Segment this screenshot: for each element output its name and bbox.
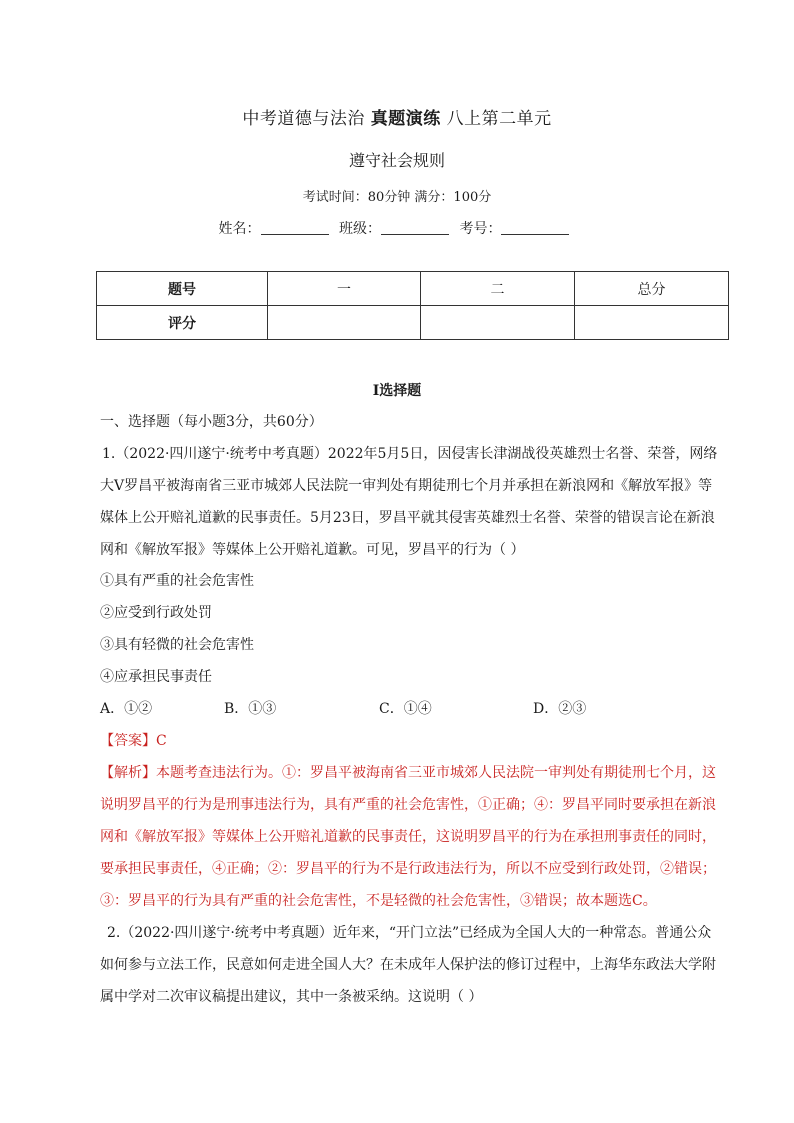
student-info bbox=[0, 218, 794, 238]
question-1-stem: 1.（2022·四川遂宁·统考中考真题）2022年5月5日，因侵害长津湖战役英雄烈士名誉、荣誉，网络大V罗昌平被海南省三亚市城郊人民法院一审判处有期徒刑七个月并承担在新浪网和《解放军报》等媒体上公开赔礼道歉的民事责任。5月23日，罗昌平就其侵害英雄烈士名誉、荣誉的错误言论在新浪网和《解放军报》等媒体上公开赔礼道歉。可见，罗昌平的行为（ ） bbox=[100, 446, 718, 558]
question-1-analysis bbox=[100, 757, 724, 917]
question-1-answer bbox=[100, 725, 724, 757]
question-1-options bbox=[100, 693, 724, 725]
table-cell: 一 bbox=[268, 272, 421, 306]
id-blank[interactable] bbox=[501, 220, 569, 235]
analysis-text: 本题考查违法行为。①：罗昌平被海南省三亚市城郊人民法院一审判处有期徒刑七个月，这说明罗昌平的行为是刑事违法行为，具有严重的社会危害性，①正确；④：罗昌平同时要承担在新浪网和《解放军报》等媒体上公开赔礼道歉的民事责任，这说明罗昌平的行为在承担刑事责任的同时，要承担民事责任，④正确；②：罗昌平的行为不是行政违法行为，所以不应受到行政处罚，②错误；③：罗昌平的行为具有严重的社会危害性，不是轻微的社会危害性，③错误；故本题选C。 bbox=[100, 765, 716, 909]
table-cell: 评分 bbox=[97, 306, 268, 340]
score-table-row bbox=[97, 306, 729, 340]
score-cell[interactable] bbox=[575, 306, 729, 340]
section-instruction: 一、选择题（每小题3分，共60分） bbox=[100, 414, 323, 430]
score-cell[interactable] bbox=[268, 306, 421, 340]
page-subtitle: 遵守社会规则 bbox=[348, 151, 445, 170]
question-1-item: ②应受到行政处罚 bbox=[100, 605, 212, 621]
option-a[interactable]: A．①② bbox=[100, 701, 153, 717]
table-cell: 题号 bbox=[97, 272, 268, 306]
title-bold: 真题演练 bbox=[370, 109, 441, 129]
title-part1: 中考道德与法治 bbox=[242, 109, 365, 129]
class-blank[interactable] bbox=[381, 220, 449, 235]
exam-meta: 考试时间：80分钟 满分：100分 bbox=[302, 190, 492, 205]
answer-value: C bbox=[156, 733, 167, 749]
page-title bbox=[0, 104, 794, 129]
section-title: Ⅰ选择题 bbox=[372, 383, 422, 399]
name-blank[interactable] bbox=[261, 220, 329, 235]
id-label: 考号： bbox=[459, 221, 502, 237]
name-label: 姓名： bbox=[218, 221, 261, 237]
analysis-label: 【解析】 bbox=[100, 765, 156, 781]
question-1-item: ④应承担民事责任 bbox=[100, 669, 212, 685]
question-2-stem: 2.（2022·四川遂宁·统考中考真题）近年来，“开门立法”已经成为全国人大的一种常态。普通公众如何参与立法工作，民意如何走进全国人大？在未成年人保护法的修订过程中，上海华东政法大学附属中学对二次审议稿提出建议，其中一条被采纳。这说明（ ） bbox=[100, 925, 716, 1005]
table-cell: 二 bbox=[421, 272, 575, 306]
score-table bbox=[96, 271, 729, 340]
class-label: 班级： bbox=[339, 221, 381, 237]
option-d[interactable]: D．②③ bbox=[533, 701, 587, 717]
answer-label: 【答案】 bbox=[100, 733, 156, 749]
question-1-item: ①具有严重的社会危害性 bbox=[100, 573, 254, 589]
table-cell: 总分 bbox=[575, 272, 729, 306]
title-part2: 八上第二单元 bbox=[446, 109, 552, 129]
score-table-row bbox=[97, 272, 729, 306]
option-c[interactable]: C．①④ bbox=[379, 701, 432, 717]
option-b[interactable]: B．①③ bbox=[224, 701, 277, 717]
question-1-item: ③具有轻微的社会危害性 bbox=[100, 637, 254, 653]
score-cell[interactable] bbox=[421, 306, 575, 340]
